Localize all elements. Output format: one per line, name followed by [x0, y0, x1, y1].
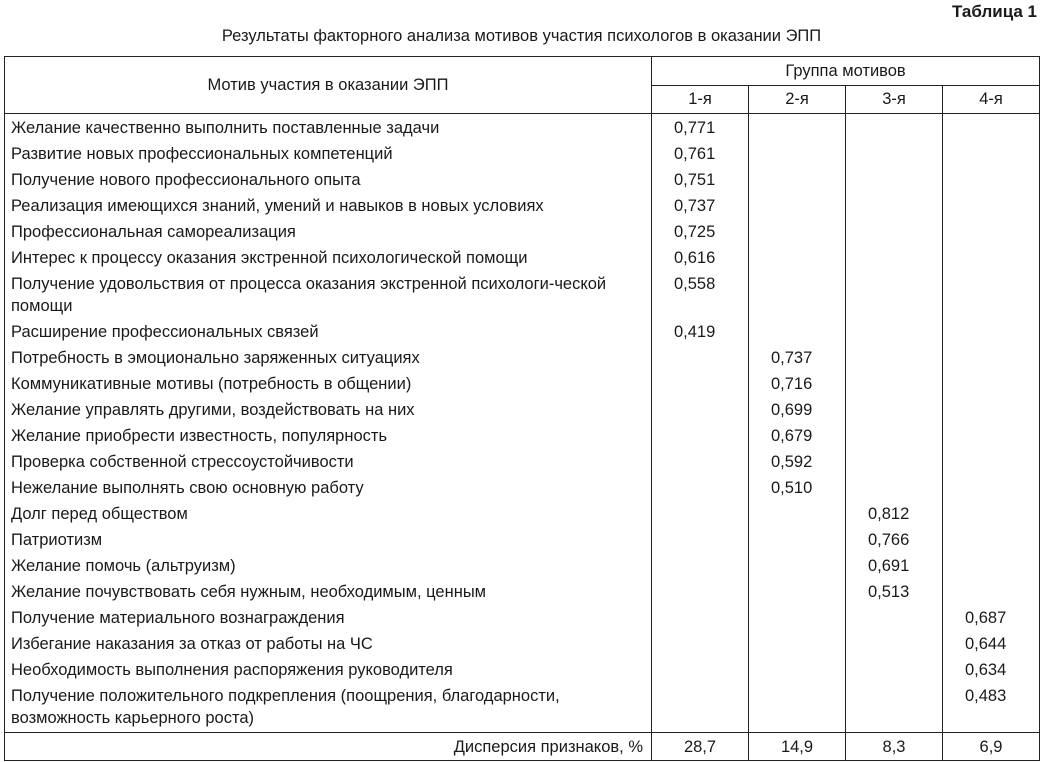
loading-cell-group-4: [943, 140, 1040, 166]
motive-cell: Желание управлять другими, воздействовать на них: [5, 396, 652, 422]
loading-cell-group-2: 0,699: [749, 396, 846, 422]
motive-cell: Интерес к процессу оказания экстренной психологической помощи: [5, 244, 652, 270]
loading-cell-group-4: [943, 114, 1040, 141]
loading-cell-group-4: 0,483: [943, 682, 1040, 733]
loading-cell-group-4: [943, 344, 1040, 370]
loading-cell-group-4: [943, 578, 1040, 604]
loading-cell-group-1: [652, 526, 749, 552]
loading-cell-group-1: 0,616: [652, 244, 749, 270]
loading-cell-group-3: [846, 448, 943, 474]
table-row: [5, 344, 1040, 370]
loading-cell-group-2: [749, 630, 846, 656]
table-row: [5, 682, 1040, 733]
loading-cell-group-2: [749, 192, 846, 218]
loading-cell-group-2: 0,737: [749, 344, 846, 370]
table-row: [5, 422, 1040, 448]
table-caption: Результаты факторного анализа мотивов участия психологов в оказании ЭПП: [221, 27, 822, 45]
loading-cell-group-4: 0,687: [943, 604, 1040, 630]
loading-cell-group-1: 0,558: [652, 270, 749, 318]
motive-column-header: Мотив участия в оказании ЭПП: [5, 57, 652, 114]
variance-row: [5, 733, 1040, 761]
table-row: [5, 192, 1040, 218]
loading-cell-group-2: [749, 656, 846, 682]
loading-cell-group-2: 0,592: [749, 448, 846, 474]
loading-cell-group-4: [943, 422, 1040, 448]
loading-cell-group-3: [846, 166, 943, 192]
loading-cell-group-4: [943, 218, 1040, 244]
loading-cell-group-1: 0,419: [652, 318, 749, 344]
table-row: [5, 166, 1040, 192]
loading-cell-group-3: [846, 370, 943, 396]
table-row: [5, 370, 1040, 396]
loading-cell-group-1: [652, 474, 749, 500]
loading-cell-group-1: 0,751: [652, 166, 749, 192]
loading-cell-group-2: [749, 500, 846, 526]
table-row: [5, 630, 1040, 656]
loading-cell-group-2: [749, 604, 846, 630]
motive-cell: Желание приобрести известность, популярность: [5, 422, 652, 448]
loading-cell-group-3: 0,513: [846, 578, 943, 604]
loading-cell-group-3: [846, 396, 943, 422]
loading-cell-group-2: [749, 166, 846, 192]
motive-cell: Желание помочь (альтруизм): [5, 552, 652, 578]
loading-cell-group-1: [652, 422, 749, 448]
motive-cell: Развитие новых профессиональных компетенций: [5, 140, 652, 166]
motive-cell: Необходимость выполнения распоряжения руководителя: [5, 656, 652, 682]
loading-cell-group-2: [749, 114, 846, 141]
loading-cell-group-2: [749, 270, 846, 318]
factor-analysis-table: [4, 56, 1040, 761]
loading-cell-group-2: 0,716: [749, 370, 846, 396]
loading-cell-group-4: [943, 448, 1040, 474]
table-row: [5, 218, 1040, 244]
table-row: [5, 474, 1040, 500]
table-row: [5, 552, 1040, 578]
group-column-header: Группа мотивов: [652, 57, 1040, 86]
loading-cell-group-3: [846, 604, 943, 630]
loading-cell-group-2: [749, 244, 846, 270]
loading-cell-group-2: [749, 526, 846, 552]
motive-cell: Желание почувствовать себя нужным, необходимым, ценным: [5, 578, 652, 604]
loading-cell-group-3: [846, 318, 943, 344]
variance-group-2: 14,9: [749, 733, 846, 761]
loading-cell-group-2: [749, 578, 846, 604]
loading-cell-group-4: [943, 244, 1040, 270]
motive-cell: Потребность в эмоционально заряженных ситуациях: [5, 344, 652, 370]
loading-cell-group-3: 0,812: [846, 500, 943, 526]
loading-cell-group-1: [652, 344, 749, 370]
loading-cell-group-3: 0,691: [846, 552, 943, 578]
loading-cell-group-1: [652, 448, 749, 474]
table-row: [5, 270, 1040, 318]
table-row: [5, 500, 1040, 526]
motive-cell: Проверка собственной стрессоустойчивости: [5, 448, 652, 474]
loading-cell-group-4: [943, 474, 1040, 500]
loading-cell-group-1: 0,771: [652, 114, 749, 141]
loading-cell-group-2: 0,679: [749, 422, 846, 448]
loading-cell-group-3: [846, 630, 943, 656]
motive-cell: Получение положительного подкрепления (поощрения, благодарности, возможность карьерного роста): [5, 682, 652, 733]
loading-cell-group-2: [749, 218, 846, 244]
loading-cell-group-3: [846, 344, 943, 370]
loading-cell-group-1: [652, 604, 749, 630]
loading-cell-group-4: [943, 166, 1040, 192]
loading-cell-group-3: [846, 218, 943, 244]
table-row: [5, 396, 1040, 422]
group-1-header: 1-я: [652, 86, 749, 114]
variance-group-4: 6,9: [943, 733, 1040, 761]
loading-cell-group-3: [846, 656, 943, 682]
loading-cell-group-1: 0,737: [652, 192, 749, 218]
loading-cell-group-2: [749, 682, 846, 733]
table-row: [5, 244, 1040, 270]
table-row: [5, 140, 1040, 166]
table-row: [5, 578, 1040, 604]
group-4-header: 4-я: [943, 86, 1040, 114]
motive-cell: Реализация имеющихся знаний, умений и навыков в новых условиях: [5, 192, 652, 218]
loading-cell-group-3: 0,766: [846, 526, 943, 552]
loading-cell-group-3: [846, 682, 943, 733]
group-3-header: 3-я: [846, 86, 943, 114]
variance-label: Дисперсия признаков, %: [5, 733, 652, 761]
loading-cell-group-4: [943, 270, 1040, 318]
loading-cell-group-4: [943, 500, 1040, 526]
loading-cell-group-1: [652, 370, 749, 396]
table-row: [5, 448, 1040, 474]
motive-cell: Желание качественно выполнить поставленные задачи: [5, 114, 652, 141]
loading-cell-group-3: [846, 244, 943, 270]
motive-cell: Получение материального вознаграждения: [5, 604, 652, 630]
table-row: [5, 656, 1040, 682]
loading-cell-group-4: 0,634: [943, 656, 1040, 682]
table-row: [5, 318, 1040, 344]
loading-cell-group-1: [652, 552, 749, 578]
group-2-header: 2-я: [749, 86, 846, 114]
variance-group-1: 28,7: [652, 733, 749, 761]
motive-cell: Получение нового профессионального опыта: [5, 166, 652, 192]
table-number: Таблица 1: [951, 2, 1037, 21]
variance-group-3: 8,3: [846, 733, 943, 761]
loading-cell-group-4: [943, 526, 1040, 552]
loading-cell-group-1: [652, 500, 749, 526]
motive-cell: Получение удовольствия от процесса оказания экстренной психологи-ческой помощи: [5, 270, 652, 318]
loading-cell-group-3: [846, 192, 943, 218]
loading-cell-group-4: [943, 396, 1040, 422]
motive-cell: Коммуникативные мотивы (потребность в общении): [5, 370, 652, 396]
table-row: [5, 114, 1040, 141]
table-body: [5, 114, 1040, 733]
motive-cell: Патриотизм: [5, 526, 652, 552]
loading-cell-group-1: [652, 630, 749, 656]
loading-cell-group-3: [846, 422, 943, 448]
loading-cell-group-1: 0,725: [652, 218, 749, 244]
loading-cell-group-2: 0,510: [749, 474, 846, 500]
loading-cell-group-4: [943, 370, 1040, 396]
loading-cell-group-3: [846, 114, 943, 141]
loading-cell-group-3: [846, 270, 943, 318]
loading-cell-group-1: [652, 396, 749, 422]
table-row: [5, 526, 1040, 552]
motive-cell: Профессиональная самореализация: [5, 218, 652, 244]
motive-cell: Избегание наказания за отказ от работы на ЧС: [5, 630, 652, 656]
loading-cell-group-3: [846, 474, 943, 500]
loading-cell-group-1: [652, 682, 749, 733]
loading-cell-group-2: [749, 140, 846, 166]
table-row: [5, 604, 1040, 630]
loading-cell-group-4: [943, 318, 1040, 344]
loading-cell-group-1: 0,761: [652, 140, 749, 166]
loading-cell-group-4: [943, 552, 1040, 578]
loading-cell-group-4: [943, 192, 1040, 218]
loading-cell-group-2: [749, 318, 846, 344]
loading-cell-group-3: [846, 140, 943, 166]
motive-cell: Долг перед обществом: [5, 500, 652, 526]
motive-cell: Расширение профессиональных связей: [5, 318, 652, 344]
loading-cell-group-4: 0,644: [943, 630, 1040, 656]
loading-cell-group-2: [749, 552, 846, 578]
motive-cell: Нежелание выполнять свою основную работу: [5, 474, 652, 500]
loading-cell-group-1: [652, 578, 749, 604]
loading-cell-group-1: [652, 656, 749, 682]
